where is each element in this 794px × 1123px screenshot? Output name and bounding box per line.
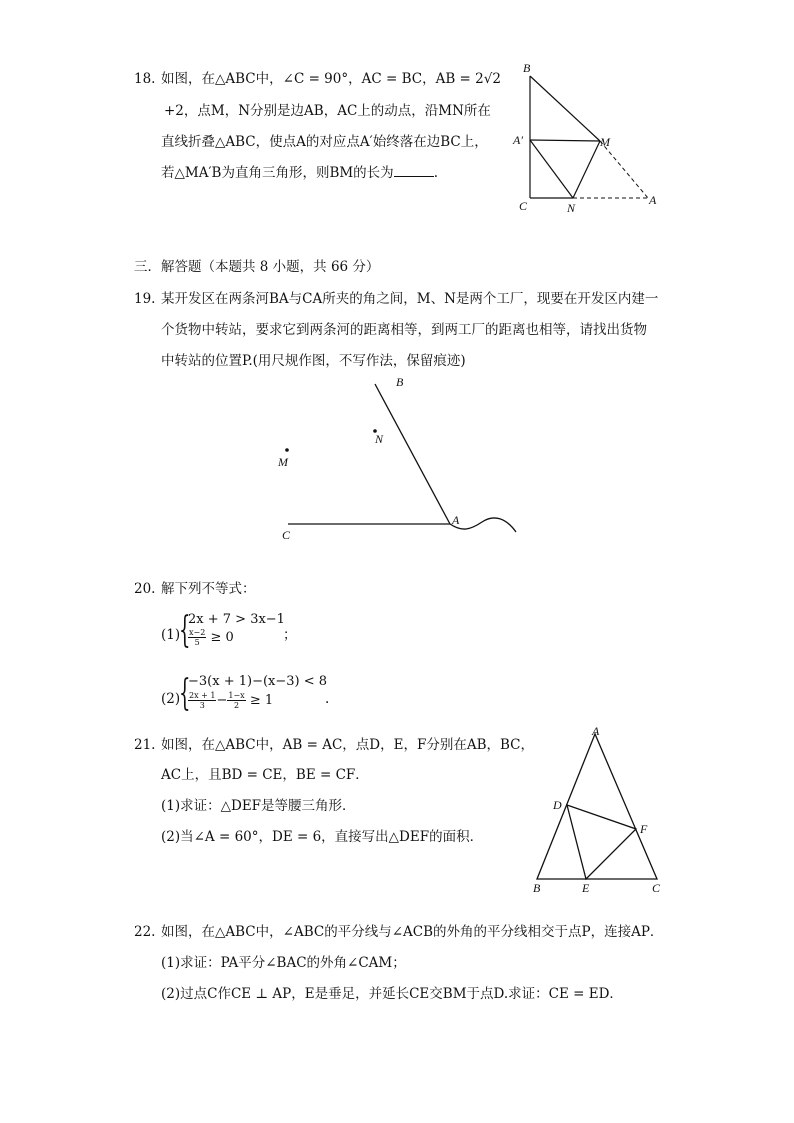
q20-part1-brace: { [179,610,191,651]
q18-answer-blank [394,164,434,177]
q18-segment-MN [573,141,600,198]
q19-line-2: 个货物中转站，要求它到两条河的距离相等，到两工厂的距离也相等，请找出货物 [161,322,647,338]
q20-title: 解下列不等式： [161,581,256,597]
q20-part1-eq2 [188,628,234,647]
q18-dashed-MA [600,141,648,198]
q20-part1-eq1: 2x + 7 > 3x−1 [188,612,285,627]
q18-label-N: N [567,201,576,215]
q22-number: 22. [134,924,156,940]
q20-part2-fraction-2 [227,691,245,710]
q21-label-D: D [553,798,562,812]
q19-river-curve [450,518,516,532]
q18-line-2: +2，点M，N分别是边AB，AC上的动点，沿MN所在 [164,103,491,119]
q18-label-C: C [519,199,528,213]
q18-line-4 [161,164,438,182]
q20-part2-end: . [325,691,330,707]
q19-label-M: M [278,455,288,469]
q19-label-B: B [396,375,404,389]
q20-part2-f2-den: 2 [234,701,240,710]
q20-part1-end: ； [283,627,297,643]
q21-line-4: (2)当∠A = 60°，DE = 6，直接写出△DEF的面积． [161,829,484,845]
q20-part1-eq2-tail: ≥ 0 [210,630,234,645]
q18-number: 18. [134,71,156,87]
q20-part2-eq2 [188,691,273,710]
q22-line-2: (1)求证：PA平分∠BAC的外角∠CAM； [161,955,406,971]
q19-line-3: 中转站的位置P.(用尺规作图，不写作法，保留痕迹) [161,353,466,369]
q22-line-1: 如图，在△ABC中，∠ABC的平分线与∠ACB的外角的平分线相交于点P，连接AP． [161,924,664,940]
q20-part1-label: (1) [161,627,181,643]
q20-part2-label: (2) [161,691,181,707]
q18-label-B: B [523,61,531,75]
q18-line-4-text: 若△MA′B为直角三角形，则BM的长为 [161,165,394,181]
q19-label-N: N [375,432,384,446]
q20-part2-eq2-tail: ≥ 1 [249,693,274,708]
q18-label-M: M [600,135,610,149]
q20-part1-frac-den: 5 [194,638,200,647]
q19-label-A: A [452,513,460,527]
q22-line-3: (2)过点C作CE ⊥ AP，E是垂足，并延长CE交BM于点D.求证：CE = ED． [161,986,623,1002]
q18-label-A: A [649,193,657,207]
q20-part2-eq1: −3(x + 1)−(x−3) < 8 [188,674,328,689]
q18-segment-A'N [530,140,573,198]
q19-point-M [285,448,289,452]
q21-triangle-DEF [567,805,636,879]
q18-line-1: 如图，在△ABC中，∠C = 90°，AC = BC，AB = 2√2 [161,71,501,87]
q21-label-C: C [652,881,661,895]
q21-label-A: A [592,724,600,738]
q21-label-F: F [640,822,648,836]
q20-part2-minus: − [216,693,228,708]
q19-label-C: C [282,528,291,542]
q18-segment-BM [530,76,600,141]
q20-part2-brace: { [179,673,191,714]
q21-label-E: E [582,881,590,895]
q21-figure [525,722,675,897]
q21-line-3: (1)求证：△DEF是等腰三角形． [161,798,356,814]
q21-line-1: 如图，在△ABC中，AB = AC，点D，E，F分别在AB，BC， [161,737,534,753]
q19-number: 19. [134,291,156,307]
q18-segment-A'M [530,140,600,141]
q18-line-3: 直线折叠△ABC，使点A的对应点A′始终落在边BC上， [161,134,488,150]
q18-label-Aprime: A′ [513,133,523,147]
q21-line-2: AC上，且BD = CE，BE = CF． [161,767,369,783]
q20-part1-frac-num: x−2 [189,628,206,637]
q20-number: 20. [134,581,156,597]
q19-river-BA [375,384,450,524]
q20-part1-fraction [188,628,206,647]
q20-part2-f1-num: 2x + 1 [189,691,216,700]
q20-part2-f1-den: 3 [199,701,205,710]
q21-label-B: B [533,881,541,895]
q18-figure [505,58,675,218]
q18-end: . [433,165,438,181]
q20-part2-fraction-1 [188,691,216,710]
q19-figure [270,372,530,547]
q20-part2-f2-num: 1−x [228,691,245,700]
q21-number: 21. [134,737,156,753]
section3-title: 三．解答题（本题共 8 小题，共 66 分） [134,259,380,275]
q19-line-1: 某开发区在两条河BA与CA所夹的角之间，M、N是两个工厂，现要在开发区内建一 [161,291,659,307]
